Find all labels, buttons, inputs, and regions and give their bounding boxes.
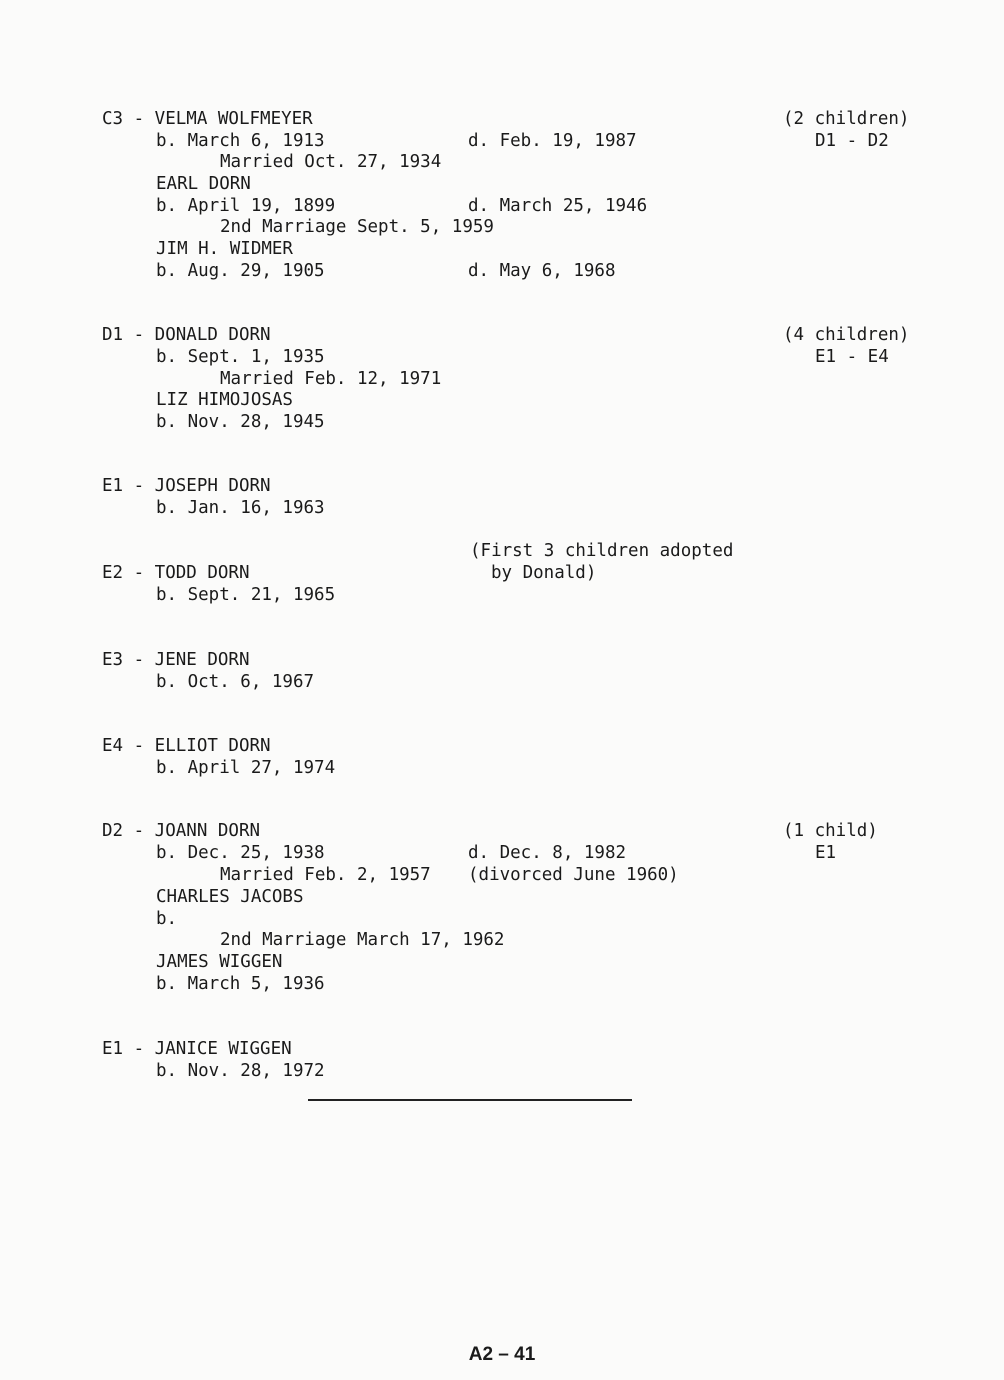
d2-children-range: E1 — [815, 843, 837, 863]
d2-children: (1 child) — [783, 821, 878, 841]
c3-spouse2-birth: b. Aug. 29, 1905 — [156, 261, 325, 281]
page-number: A2 – 41 — [468, 1344, 536, 1365]
d1-marriage: Married Feb. 12, 1971 — [220, 369, 442, 389]
e4-birth: b. April 27, 1974 — [156, 758, 336, 778]
c3-spouse-birth: b. April 19, 1899 — [156, 196, 336, 216]
d2-death: d. Dec. 8, 1982 — [468, 843, 627, 863]
d1-spouse-birth: b. Nov. 28, 1945 — [156, 412, 325, 432]
d2-spouse-birth: b. — [156, 909, 178, 929]
d2-birth: b. Dec. 25, 1938 — [156, 843, 325, 863]
d1-children-range: E1 - E4 — [815, 347, 889, 367]
d1-heading: D1 - DONALD DORN — [102, 325, 271, 345]
c3-children-range: D1 - D2 — [815, 131, 889, 151]
c3-marriage2: 2nd Marriage Sept. 5, 1959 — [220, 217, 494, 237]
c3-spouse: EARL DORN — [156, 174, 251, 194]
d2-divorce: (divorced June 1960) — [468, 865, 679, 885]
c3-spouse-death: d. March 25, 1946 — [468, 196, 648, 216]
c3-children: (2 children) — [783, 109, 910, 129]
d1-children: (4 children) — [783, 325, 910, 345]
e1b-birth: b. Nov. 28, 1972 — [156, 1061, 325, 1081]
e3-birth: b. Oct. 6, 1967 — [156, 672, 315, 692]
c3-marriage: Married Oct. 27, 1934 — [220, 152, 442, 172]
e2-heading: E2 - TODD DORN — [102, 563, 250, 583]
d2-spouse2-birth: b. March 5, 1936 — [156, 974, 325, 994]
e3-heading: E3 - JENE DORN — [102, 650, 250, 670]
adoption-note-line1: (First 3 children adopted — [470, 541, 734, 561]
d2-marriage: Married Feb. 2, 1957 — [220, 865, 431, 885]
e1-birth: b. Jan. 16, 1963 — [156, 498, 325, 518]
c3-spouse2: JIM H. WIDMER — [156, 239, 293, 259]
e2-birth: b. Sept. 21, 1965 — [156, 585, 336, 605]
adoption-note-line2: by Donald) — [491, 563, 597, 583]
d2-spouse: CHARLES JACOBS — [156, 887, 304, 907]
end-rule — [308, 1099, 632, 1101]
d2-spouse2: JAMES WIGGEN — [156, 952, 283, 972]
e1-heading: E1 - JOSEPH DORN — [102, 476, 271, 496]
d1-spouse: LIZ HIMOJOSAS — [156, 390, 293, 410]
d2-marriage2: 2nd Marriage March 17, 1962 — [220, 930, 505, 950]
e1b-heading: E1 - JANICE WIGGEN — [102, 1039, 292, 1059]
c3-heading: C3 - VELMA WOLFMEYER — [102, 109, 313, 129]
c3-spouse2-death: d. May 6, 1968 — [468, 261, 616, 281]
d1-birth: b. Sept. 1, 1935 — [156, 347, 325, 367]
e4-heading: E4 - ELLIOT DORN — [102, 736, 271, 756]
c3-death: d. Feb. 19, 1987 — [468, 131, 637, 151]
c3-birth: b. March 6, 1913 — [156, 131, 325, 151]
d2-heading: D2 - JOANN DORN — [102, 821, 261, 841]
